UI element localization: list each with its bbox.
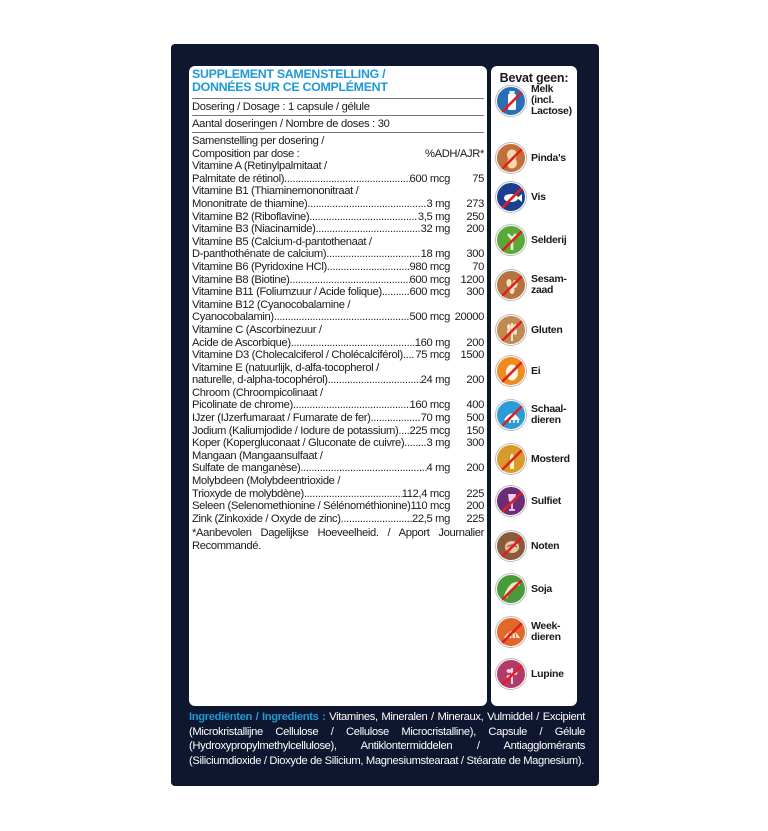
composition-header-line1 [192, 135, 484, 148]
nutrient-name: Picolinate de chrome) [192, 399, 293, 412]
nutrient-name: IJzer (IJzerfumaraat / Fumarate de fer) [192, 412, 371, 425]
allergen-item [496, 182, 546, 212]
allergen-label [531, 669, 564, 680]
nutrient-row [192, 198, 484, 211]
dot-leader [293, 399, 410, 412]
nutrient-amount: 160 mg [414, 336, 450, 349]
allergen-label [531, 404, 566, 426]
nutrient-percent: 1500 [460, 349, 484, 362]
nutrient-name: Jodium (Kaliumjodide / Iodure de potassium) [192, 424, 399, 437]
dot-leader [274, 311, 410, 324]
nutrient-percent: 300 [466, 248, 484, 261]
allergen-label-line: zaad [531, 284, 554, 296]
nutrient-percent: 250 [466, 210, 484, 223]
egg-icon [496, 356, 526, 386]
nutrient-row [192, 337, 484, 350]
nutrient-amount: 160 mcg [409, 399, 450, 412]
nutrient-row [192, 311, 484, 324]
allergen-label [531, 84, 572, 117]
dosage-line: Dosering / Dosage : 1 capsule / gélule [192, 99, 484, 116]
nutrient-amount: 600 mcg [409, 273, 450, 286]
supplement-facts-panel [189, 66, 487, 706]
celery-icon [496, 225, 526, 255]
nutrient-name: Vitamine B3 (Niacinamide) [192, 223, 316, 236]
allergen-label-line: Melk [531, 83, 554, 95]
nutrient-amount: 4 mg [426, 462, 450, 475]
nutrient-row-label [192, 236, 484, 249]
dot-leader [291, 337, 415, 350]
nutrient-name: D-panthothénate de calcium) [192, 248, 327, 261]
dot-leader [304, 488, 402, 501]
nutrient-name: Cyanocobalamin) [192, 311, 274, 324]
nut-icon [496, 531, 526, 561]
allergen-item [496, 143, 566, 173]
allergen-label [531, 192, 546, 203]
dot-leader [315, 223, 420, 236]
nutrient-name: Palmitate de rétinol) [192, 172, 285, 185]
nutrient-amount: 110 mcg [410, 500, 451, 513]
nutrient-percent: 200 [466, 223, 484, 236]
nutrient-name: Acide de Ascorbique) [192, 336, 291, 349]
allergen-label-line: Pinda's [531, 151, 566, 164]
nutrient-row-label [192, 299, 484, 312]
allergen-label-line: Vis [531, 190, 546, 203]
nutrient-row [192, 223, 484, 236]
nutrient-row-label [192, 387, 484, 400]
nutrient-name: Koper (Kopergluconaat / Gluconate de cuivre) [192, 437, 405, 450]
dot-leader [328, 374, 421, 387]
mollusc-icon [496, 617, 526, 647]
allergen-label [531, 325, 562, 336]
dot-leader [382, 286, 410, 299]
dot-leader [309, 211, 418, 224]
allergen-label [531, 153, 566, 164]
allergen-label-line: Ei [531, 364, 541, 377]
supplement-title-line1: SUPPLEMENT SAMENSTELLING / [192, 67, 386, 81]
allergen-label [531, 496, 561, 507]
allergen-item [496, 659, 564, 689]
nutrient-row-label [192, 475, 484, 488]
dot-leader [341, 513, 412, 526]
nutrient-percent: 500 [466, 412, 484, 425]
allergen-label [531, 454, 570, 465]
nutrient-name: Vitamine E (natuurlijk, d-alfa-tocopherol / [192, 361, 379, 374]
ingredients-heading: Ingrediënten / Ingredients : [189, 711, 326, 723]
mustard-icon [496, 444, 526, 474]
nutrient-amount: 225 mcg [409, 424, 450, 437]
dot-leader [307, 198, 426, 211]
allergen-label-line: Lupine [531, 667, 564, 680]
allergen-label-line: dieren [531, 414, 561, 426]
nutrient-name: Vitamine B6 (Pyridoxine HCl) [192, 260, 327, 273]
nutrient-name: Vitamine D3 (Cholecalciferol / Cholécalciférol) [192, 349, 403, 362]
allergen-label-line: (incl. [531, 94, 554, 106]
allergen-label-line: Sesam- [531, 273, 567, 285]
nutrient-percent: 300 [466, 286, 484, 299]
ingredients-text [189, 710, 585, 768]
nutrient-name: Mangaan (Mangaansulfaat / [192, 449, 323, 462]
nutrient-row [192, 488, 484, 501]
nutrient-row [192, 274, 484, 287]
dot-leader [290, 274, 410, 287]
peanut-icon [496, 143, 526, 173]
nutrient-name: Vitamine B2 (Riboflavine) [192, 210, 310, 223]
dot-leader [284, 173, 409, 186]
nutrient-amount: 600 mcg [409, 286, 450, 299]
dot-leader [404, 437, 426, 450]
nutrient-name: Seleen (Selenomethionine / Sélénométhionine) [192, 500, 411, 513]
nutrient-name: Vitamine B1 (Thiaminemononitraat / [192, 185, 359, 198]
nutrient-name: Molybdeen (Molybdeentrioxide / [192, 475, 341, 488]
nutrient-amount: 32 mg [420, 223, 450, 236]
allergen-item [496, 486, 561, 516]
allergen-title: Bevat geen: [499, 71, 569, 85]
nutrient-percent: 200 [466, 462, 484, 475]
nutrient-amount: 70 mg [420, 412, 450, 425]
wine-icon [496, 486, 526, 516]
allergen-item [496, 225, 567, 255]
pct-header: %ADH/AJR* [424, 147, 484, 160]
nutrient-percent: 400 [466, 399, 484, 412]
allergen-item [496, 84, 572, 117]
nutrient-row [192, 412, 484, 425]
nutrient-amount: 3 mg [426, 197, 450, 210]
allergen-item [496, 444, 570, 474]
nutrient-name: Vitamine C (Ascorbinezuur / [192, 323, 322, 336]
nutrient-name: Vitamine B12 (Cyanocobalamine / [192, 298, 351, 311]
dot-leader [300, 462, 426, 475]
nutrient-percent: 225 [466, 487, 484, 500]
nutrient-percent: 1200 [460, 273, 484, 286]
nutrient-percent: 300 [466, 437, 484, 450]
dot-leader [403, 349, 415, 362]
allergen-label [531, 584, 552, 595]
sesame-icon [496, 270, 526, 300]
milk-icon [496, 86, 526, 116]
allergen-label [531, 621, 561, 643]
lupin-icon [496, 659, 526, 689]
allergen-label-line: Noten [531, 539, 560, 552]
nutrient-rows [192, 160, 484, 525]
wheat-icon [496, 315, 526, 345]
footnote: *Aanbevolen Dagelijkse Hoeveelheid. / Apport Journalier Recommandé. [192, 527, 484, 552]
nutrient-name: Vitamine A (Retinylpalmitaat / [192, 160, 327, 173]
nutrient-name: Vitamine B11 (Foliumzuur / Acide folique) [192, 286, 382, 299]
nutrient-percent: 200 [466, 336, 484, 349]
nutrient-name: Chroom (Chroompicolinaat / [192, 386, 323, 399]
allergen-label [531, 541, 559, 552]
nutrient-amount: 980 mcg [409, 260, 450, 273]
nutrient-amount: 24 mg [420, 374, 450, 387]
allergen-label-line: Mosterd [531, 452, 570, 465]
nutrient-amount: 3,5 mg [417, 210, 450, 223]
nutrient-amount: 600 mcg [409, 172, 450, 185]
nutrient-name: naturelle, d-alpha-tocophérol) [192, 374, 328, 387]
allergen-label-line: Sulfiet [531, 494, 561, 507]
allergen-label-line: dieren [531, 631, 561, 643]
allergen-item [496, 270, 567, 300]
allergen-label-line: Soja [531, 582, 552, 595]
allergen-item [496, 617, 561, 647]
allergen-free-panel [491, 66, 577, 706]
allergen-item [496, 574, 552, 604]
allergen-label-line: Week- [531, 620, 561, 632]
soy-icon [496, 574, 526, 604]
allergen-item [496, 315, 562, 345]
nutrient-row [192, 374, 484, 387]
nutrient-percent: 75 [472, 172, 484, 185]
doses-line: Aantal doseringen / Nombre de doses : 30 [192, 116, 484, 133]
nutrient-row-label [192, 450, 484, 463]
nutrient-percent: 273 [466, 197, 484, 210]
nutrient-percent: 225 [466, 512, 484, 525]
crab-icon [496, 400, 526, 430]
nutrient-row [192, 399, 484, 412]
allergen-item [496, 400, 566, 430]
dot-leader [327, 261, 410, 274]
dot-leader [370, 412, 420, 425]
nutrient-name: Zink (Zinkoxide / Oxyde de zinc) [192, 512, 341, 525]
allergen-label [531, 274, 567, 296]
supplement-title [192, 68, 484, 99]
nutrient-percent: 20000 [454, 311, 484, 324]
allergen-item [496, 356, 540, 386]
composition-table [192, 135, 484, 525]
nutrient-name: Trioxyde de molybdène) [192, 487, 304, 500]
composition-header-line2 [192, 148, 484, 161]
nutrient-row-label [192, 160, 484, 173]
allergen-label-line: Schaal- [531, 403, 567, 415]
nutrient-row [192, 513, 484, 526]
allergen-label-line: Lactose) [531, 105, 572, 117]
nutrient-name: Vitamine B8 (Biotine) [192, 273, 290, 286]
nutrient-row [192, 437, 484, 450]
allergen-label [531, 235, 567, 246]
dot-leader [326, 248, 420, 261]
nutrient-row [192, 349, 484, 362]
nutrient-row [192, 211, 484, 224]
nutrient-row [192, 261, 484, 274]
nutrient-row [192, 286, 484, 299]
nutrient-amount: 22,5 mg [412, 512, 450, 525]
allergen-label-line: Gluten [531, 323, 563, 336]
nutrient-percent: 150 [466, 424, 484, 437]
allergen-label-line: Selderij [531, 233, 567, 246]
nutrient-percent: 200 [466, 500, 484, 513]
nutrient-row [192, 462, 484, 475]
nutrient-amount: 500 mcg [409, 311, 450, 324]
nutrient-percent: 200 [466, 374, 484, 387]
ingredients-body: Vitamines, Mineralen / Mineraux, Vulmiddel / Excipient (Microkristallijne Cellulose / Cellulose Microcristalline), Capsule / Gélule (Hydroxypropylmethylcellulose), Antiklontermiddelen / Antiagglomérants (Siliciumdioxide / Dioxyde de Silicium, Magnesiumstearaat / Stéarate de Magnesium). [189, 711, 585, 767]
nutrient-amount: 18 mg [420, 248, 450, 261]
supplement-title-line2: DONNÉES SUR CE COMPLÉMENT [192, 80, 388, 94]
nutrient-name: Vitamine B5 (Calcium-d-pantothenaat / [192, 235, 372, 248]
nutrient-row [192, 173, 484, 186]
allergen-item [496, 531, 559, 561]
nutrient-amount: 3 mg [426, 437, 450, 450]
nutrient-name: Mononitrate de thiamine) [192, 197, 308, 210]
nutrient-row-label [192, 362, 484, 375]
nutrient-amount: 75 mcg [415, 349, 450, 362]
allergen-label [531, 366, 540, 377]
nutrient-row [192, 425, 484, 438]
nutrient-name: Sulfate de manganèse) [192, 462, 301, 475]
nutrient-row [192, 500, 484, 513]
nutrient-amount: 112,4 mcg [401, 487, 450, 500]
fish-icon [496, 182, 526, 212]
composition-label-fr: Composition par dose : [192, 147, 300, 160]
nutrient-percent: 70 [472, 260, 484, 273]
nutrient-row-label [192, 185, 484, 198]
dot-leader [398, 425, 409, 438]
composition-label: Samenstelling per dosering / [192, 135, 324, 147]
nutrient-row-label [192, 324, 484, 337]
nutrient-row [192, 248, 484, 261]
